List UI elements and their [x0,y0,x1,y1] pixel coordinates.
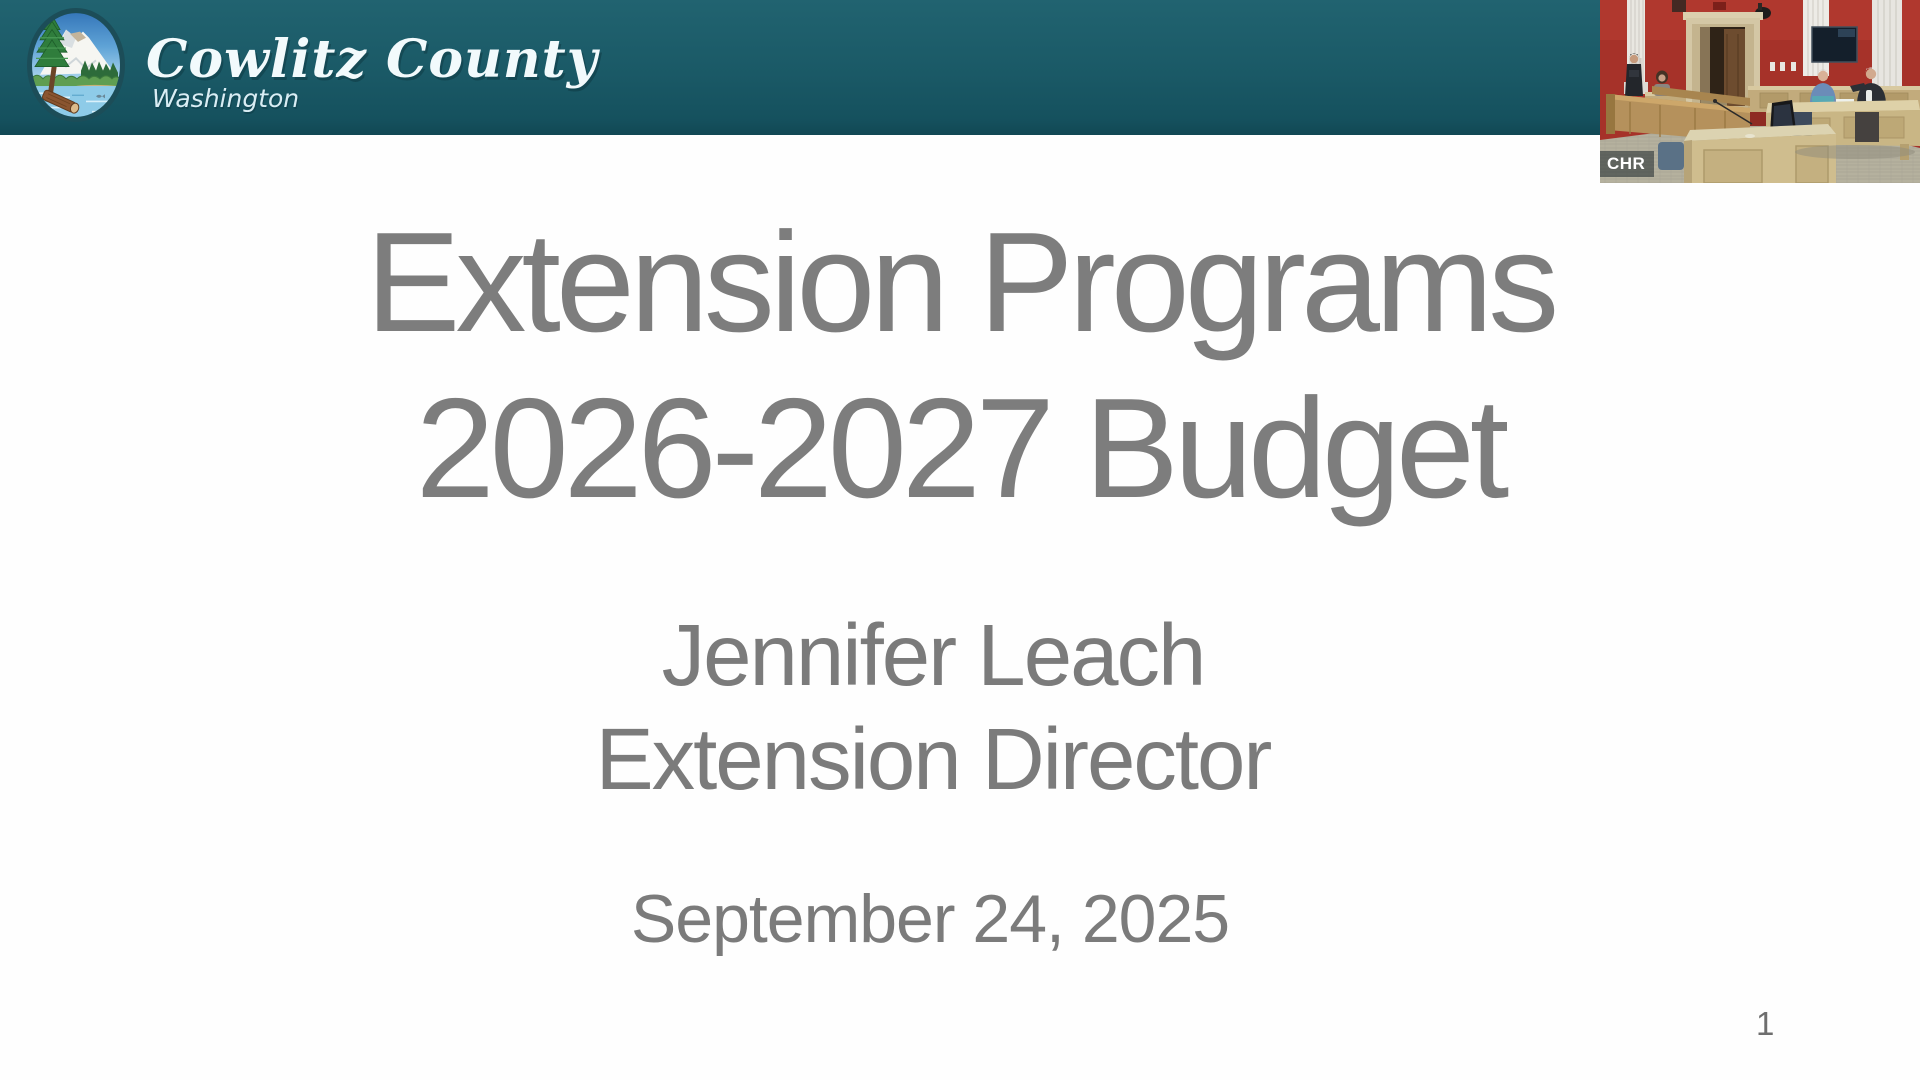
county-logo-text [146,29,598,113]
cowlitz-county-seal-icon [26,7,126,123]
slide-date: September 24, 2025 [630,881,1230,957]
meeting-video-feed [1600,0,1920,183]
slide-title-line1: Extension Programs [365,203,1555,362]
page-number: 1 [1756,1005,1775,1042]
video-source-badge: CHR [1600,151,1654,177]
county-logo [26,7,598,123]
presenter-block [0,604,1893,812]
slide-title-line2: 2026-2027 Budget [415,369,1505,528]
slide-title [0,200,1920,532]
county-logo-subtitle: Washington [152,84,300,113]
presenter-name: Jennifer Leach [661,607,1205,704]
presenter-role: Extension Director [595,711,1271,808]
county-logo-title: Cowlitz County [146,29,598,90]
